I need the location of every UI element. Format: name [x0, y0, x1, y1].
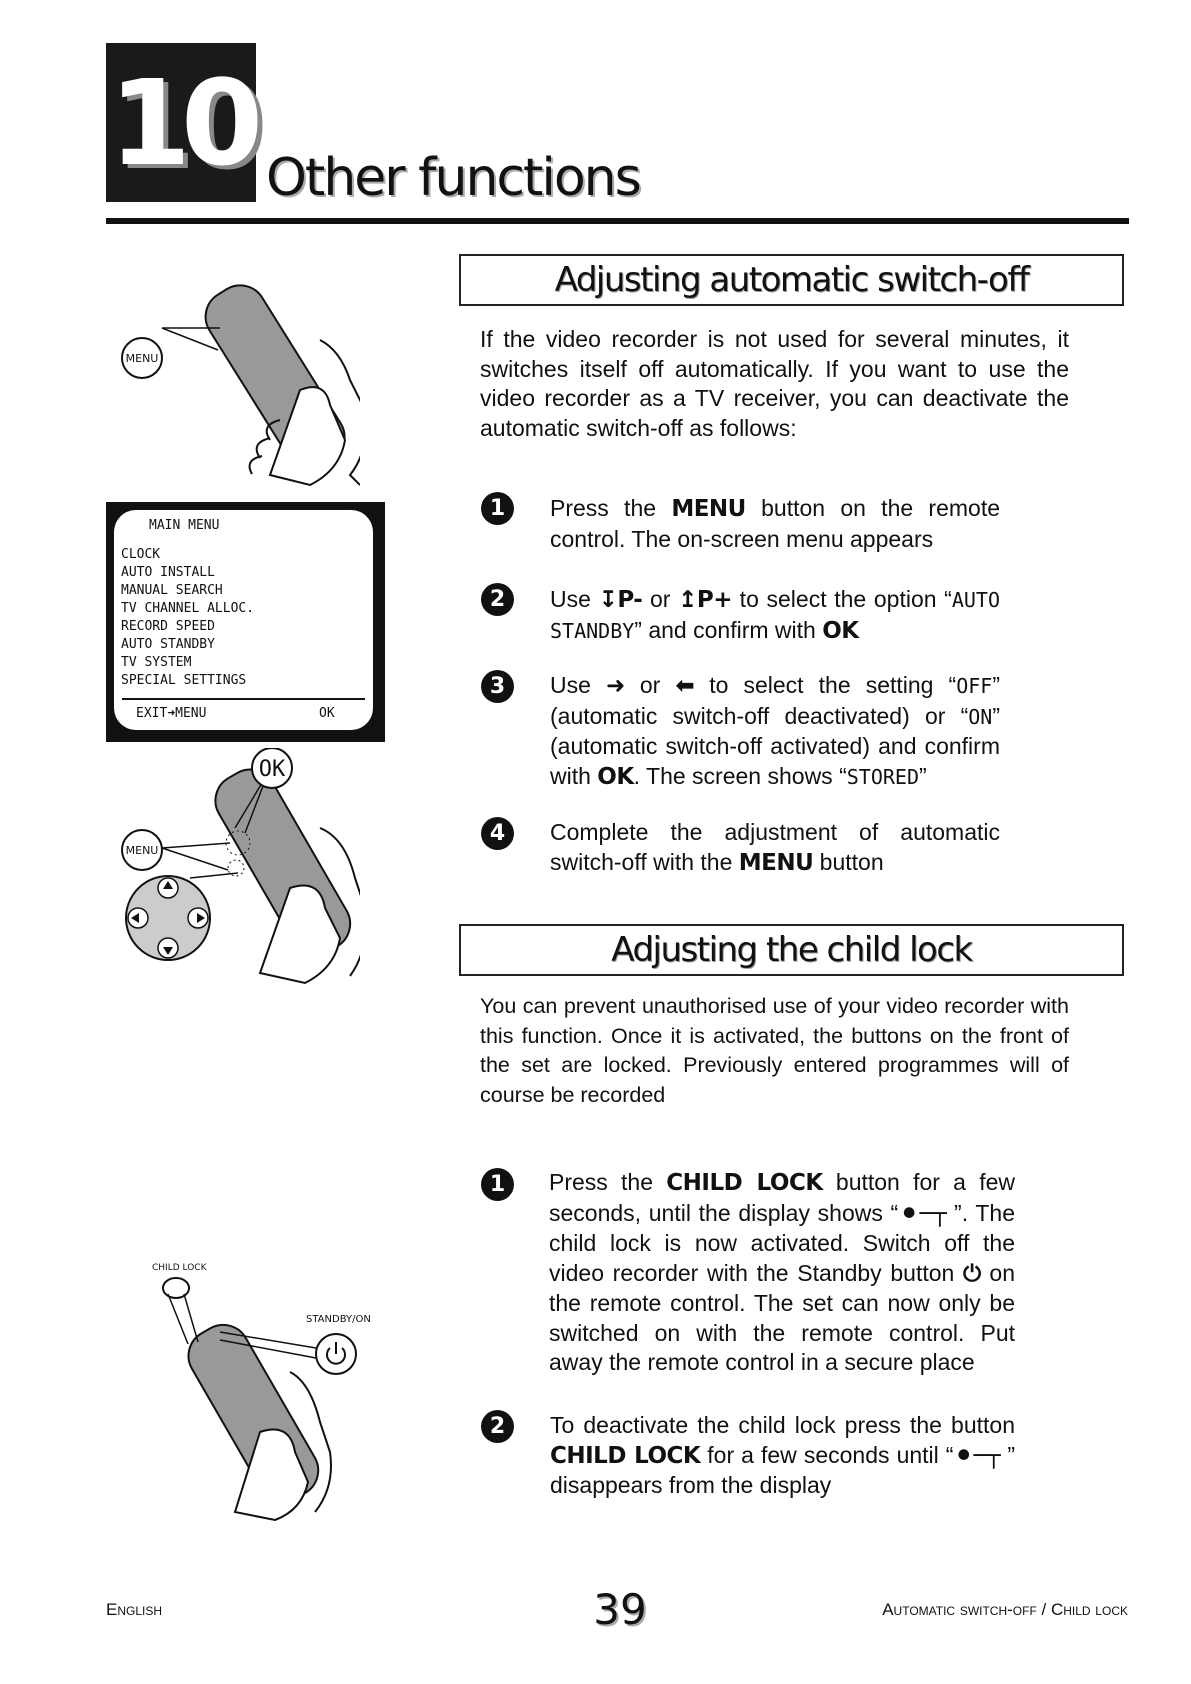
standby-icon: ⏻ — [963, 1260, 981, 1287]
step-number: 4 — [481, 817, 514, 850]
menu-footer-exit — [136, 706, 206, 721]
step-text: Press the MENU button on the remote control. The on-screen menu appears — [550, 495, 1001, 552]
menu-divider — [122, 698, 365, 700]
menu-footer-ok: OK — [319, 706, 335, 721]
menu-item: AUTO INSTALL — [121, 565, 215, 580]
footer-section-title: Automatic switch-off / Child lock — [882, 1600, 1128, 1619]
step-number: 2 — [481, 583, 514, 616]
menu-item: MANUAL SEARCH — [121, 583, 223, 598]
remote-menu-illustration — [120, 270, 360, 490]
menu-item: RECORD SPEED — [121, 619, 215, 634]
step-text: Use ↧P- or ↥P+ to select the option “AUTO STANDBY” and confirm with OK — [550, 586, 1001, 644]
osd-auto-standby: AUTO STANDBY — [550, 588, 1001, 643]
section-auto-switchoff-title: Adjusting automatic switch-off — [459, 254, 1124, 306]
key-icon: ⚫─┬ — [898, 1200, 947, 1227]
down-arrow-icon: ↧ — [598, 587, 618, 613]
chapter-title: Other functions — [266, 148, 640, 208]
key-icon: ⚫─┬ — [953, 1442, 1001, 1469]
step-text: Complete the adjustment of automatic switch-off with the MENU button — [550, 819, 1000, 876]
chapter-number: 10 — [108, 53, 254, 192]
menu-item: SPECIAL SETTINGS — [121, 673, 247, 688]
step-text: To deactivate the child lock press the button CHILD LOCK for a few seconds until “⚫─┬ ” disappears from the display — [550, 1412, 1015, 1498]
step-number: 1 — [481, 1168, 514, 1201]
up-arrow-icon: ↥ — [678, 587, 697, 613]
section-auto-switchoff-intro: If the video recorder is not used for several minutes, it switches itself off automatically. If you want to use the video recorder as a TV receiver, you can deactivate the automatic switch-off as follows: — [480, 326, 1069, 441]
menu-item-list — [121, 546, 254, 690]
menu-footer-menu-label: MENU — [175, 706, 207, 721]
menu-item: AUTO STANDBY — [121, 637, 215, 652]
page-number: 39 — [593, 1585, 647, 1634]
osd-menu-screen — [114, 510, 373, 730]
remote3-childlock-label: CHILD LOCK — [152, 1263, 207, 1273]
remote-ok-illustration — [120, 748, 360, 988]
step-text: Press the CHILD LOCK button for a few seconds, until the display shows “⚫─┬ ”. The child lock is now activated. Switch off the video recorder with the Standby button ⏻ on the remote control. The set can now only be switched on with the remote control. Put away the remote control in a secure place — [549, 1169, 1016, 1375]
section-child-lock-intro: You can prevent unauthorised use of your video recorder with this function. Once it is activated, the buttons on the front of the set are locked. Previously entered programmes will of course be recorded — [480, 994, 1069, 1107]
right-arrow-icon: ➜ — [167, 706, 176, 721]
menu-keyword: MENU — [671, 496, 746, 522]
right-arrow-icon: ➜ — [605, 673, 625, 699]
step-text: Use ➜ or ⬅ to select the setting “OFF” (automatic switch-off deactivated) or “ON” (automatic switch-off activated) and confirm with OK. The screen shows “STORED” — [550, 672, 1000, 790]
header-rule — [106, 218, 1129, 224]
menu-title: MAIN MENU — [149, 518, 220, 533]
menu-item: TV CHANNEL ALLOC. — [121, 601, 255, 616]
footer-language: English — [106, 1600, 163, 1619]
step-number: 2 — [481, 1410, 514, 1443]
menu-item: TV SYSTEM — [121, 655, 192, 670]
remote2-menu-label: MENU — [125, 844, 159, 857]
menu-item: CLOCK — [121, 547, 161, 562]
section-child-lock-title: Adjusting the child lock — [459, 924, 1124, 976]
left-arrow-icon: ⬅ — [675, 673, 695, 699]
remote-childlock-illustration — [140, 1262, 380, 1522]
menu-footer-exit-label: EXIT — [136, 706, 168, 721]
step-number: 1 — [481, 492, 514, 525]
remote3-standby-label: STANDBY/ON — [306, 1314, 371, 1325]
remote2-ok-label: OK — [258, 757, 286, 782]
step-number: 3 — [481, 670, 514, 703]
remote1-menu-label: MENU — [125, 352, 159, 365]
